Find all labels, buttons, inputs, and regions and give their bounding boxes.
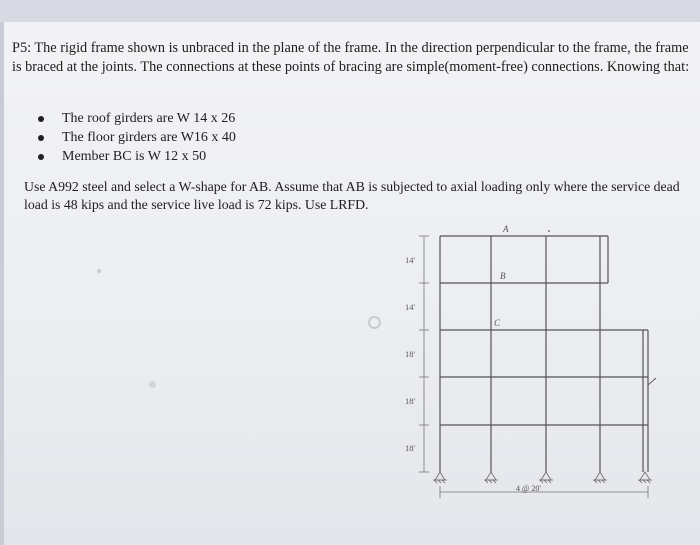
given-floor-girders: The floor girders are W16 x 40 <box>38 128 236 147</box>
joint-label-c: C <box>494 318 501 328</box>
given-roof-girders: The roof girders are W 14 x 26 <box>38 109 236 128</box>
story-height-label: 18' <box>405 396 416 406</box>
task-statement: Use A992 steel and select a W-shape for AB. Assume that AB is subjected to axial loading only where the service dead load is 48 kips and the service live load is 72 kips. Use LRFD. <box>24 179 680 212</box>
joint-label-b: B <box>500 271 506 281</box>
story-height-label: 18' <box>405 349 416 359</box>
story-height-label: 14' <box>405 302 416 312</box>
problem-statement: P5: The rigid frame shown is unbraced in the plane of the frame. In the direction perpendicular to the frame, the frame is braced at the joints. The connections at these points of bracing are simple(moment-free) connections. Knowing that: <box>12 40 690 75</box>
pin-support <box>638 472 652 483</box>
story-height-label: 14' <box>405 255 416 265</box>
pin-support <box>539 472 553 483</box>
bay-dimension-label: 4 @ 20' <box>516 484 541 493</box>
story-height-label: 18' <box>405 443 416 453</box>
frame-detail-dot <box>548 230 550 232</box>
pin-support <box>593 472 607 483</box>
pin-support <box>433 472 447 483</box>
frame-detail-line <box>648 378 656 385</box>
pin-support <box>484 472 498 483</box>
joint-label-a: A <box>503 224 509 234</box>
given-member-bc: Member BC is W 12 x 50 <box>38 147 236 166</box>
